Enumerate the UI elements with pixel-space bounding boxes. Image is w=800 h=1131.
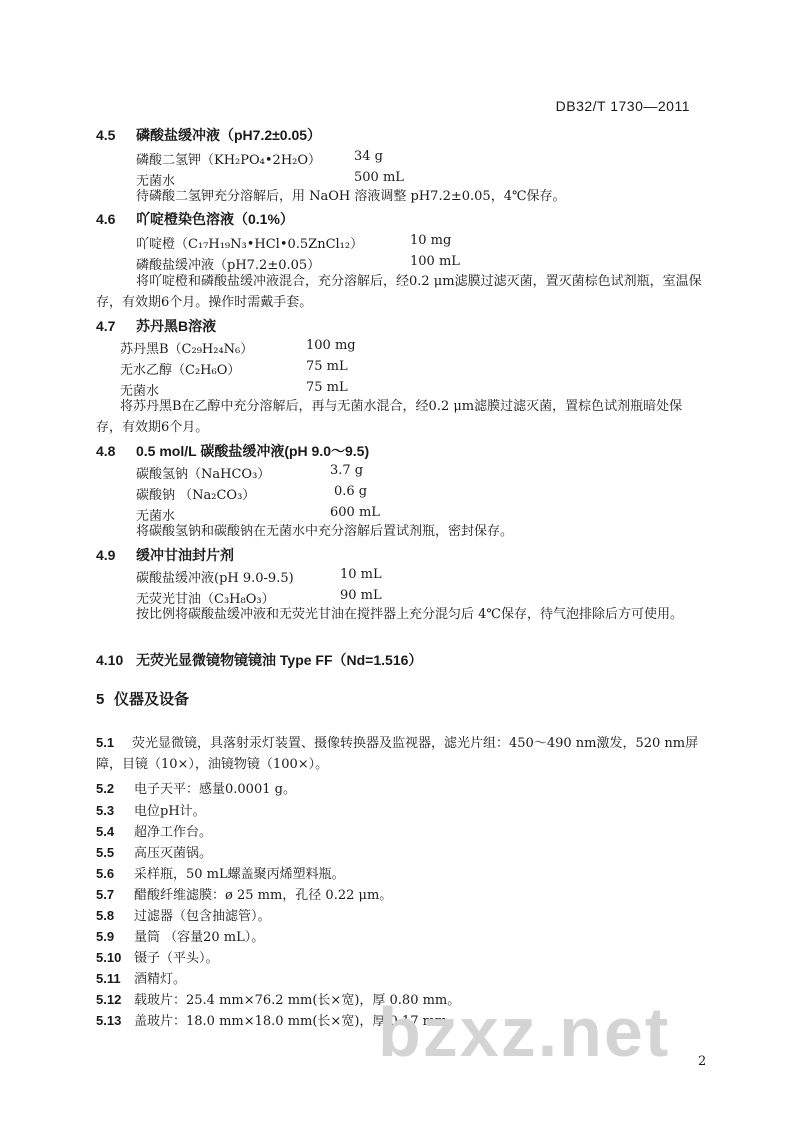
reagent-name: 碳酸盐缓冲液(pH 9.0-9.5) <box>136 571 294 586</box>
section-4-7-heading <box>96 316 216 336</box>
section-title: 吖啶橙染色溶液（0.1%） <box>136 211 294 227</box>
section-note: 按比例将碳酸盐缓冲液和无荧光甘油在搅拌器上充分混匀后 4℃保存，待气泡排除后方可使用。 <box>136 607 683 622</box>
item-text: 镊子（平头）。 <box>134 951 219 966</box>
item-number: 5.5 <box>96 845 115 860</box>
item-text: 载玻片：25.4 mm×76.2 mm(长×宽)，厚 0.80 mm。 <box>134 993 461 1008</box>
reagent-name: 无水乙醇（C₂H₆O） <box>120 363 241 378</box>
reagent-quantity: 34 g <box>354 149 383 164</box>
item-number: 5.6 <box>96 866 115 881</box>
equipment-item <box>96 863 345 882</box>
item-text: 电子天平：感量0.0001 g。 <box>134 782 296 797</box>
reagent-quantity: 10 mg <box>410 233 452 248</box>
item-text: 醋酸纤维滤膜：ø 25 mm，孔径 0.22 μm。 <box>134 888 393 903</box>
reagent-name: 无菌水 <box>136 174 176 189</box>
item-text: 电位pH计。 <box>134 804 206 819</box>
reagent-quantity: 3.7 g <box>330 463 364 478</box>
item-text: 荧光显微镜，具落射汞灯装置、摄像转换器及监视器，滤光片组：450～490 nm激发，520 nm屏障，目镜（10×），油镜物镜（100×）。 <box>96 736 699 772</box>
reagent-name: 苏丹黑B（C₂₉H₂₄N₆） <box>120 342 254 357</box>
section-note: 将碳酸氢钠和碳酸钠在无菌水中充分溶解后置试剂瓶，密封保存。 <box>136 524 514 539</box>
item-number: 5.11 <box>96 971 121 986</box>
reagent-name: 吖啶橙（C₁₇H₁₉N₃•HCl•0.5ZnCl₁₂） <box>136 237 364 252</box>
section-number: 4.6 <box>96 211 116 227</box>
item-number: 5.4 <box>96 824 115 839</box>
item-number: 5.2 <box>96 781 115 796</box>
reagent-quantity: 600 mL <box>330 505 380 520</box>
item-text: 酒精灯。 <box>134 972 187 987</box>
equipment-item <box>96 926 264 945</box>
equipment-item <box>96 905 271 924</box>
section-number: 4.8 <box>96 443 116 459</box>
reagent-quantity: 500 mL <box>354 170 404 185</box>
item-text: 采样瓶，50 mL螺盖聚丙烯塑料瓶。 <box>134 867 345 882</box>
item-text: 高压灭菌锅。 <box>134 846 213 861</box>
section-note: 待磷酸二氢钾充分溶解后，用 NaOH 溶液调整 pH7.2±0.05，4℃保存。 <box>136 189 566 204</box>
section-title: 0.5 mol/L 碳酸盐缓冲液(pH 9.0～9.5) <box>136 443 370 459</box>
reagent-name: 无荧光甘油（C₃H₈O₃） <box>136 592 275 607</box>
reagent-name: 无菌水 <box>136 509 176 524</box>
equipment-item <box>96 947 219 966</box>
section-note: 将吖啶橙和磷酸盐缓冲液混合，充分溶解后，经0.2 μm滤膜过滤灭菌，置灭菌棕色试剂瓶，室温保存，有效期6个月。操作时需戴手套。 <box>96 274 702 310</box>
reagent-quantity: 0.6 g <box>334 484 368 499</box>
reagent-name: 磷酸盐缓冲液（pH7.2±0.05） <box>136 258 321 273</box>
equipment-item <box>96 884 392 903</box>
equipment-item <box>96 821 212 840</box>
item-text: 盖玻片：18.0 mm×18.0 mm(长×宽)，厚 0.17 mm。 <box>134 1014 461 1029</box>
reagent-quantity: 75 mL <box>306 380 348 395</box>
section-number: 4.5 <box>96 127 116 143</box>
section-4-5-heading <box>96 125 321 145</box>
reagent-quantity: 100 mg <box>306 338 356 353</box>
item-number: 5.13 <box>96 1013 122 1028</box>
section-note: 将苏丹黑B在乙醇中充分溶解后，再与无菌水混合，经0.2 μm滤膜过滤灭菌，置棕色试剂瓶暗处保存，有效期6个月。 <box>96 399 683 435</box>
item-number: 5.7 <box>96 887 115 902</box>
item-number: 5.8 <box>96 908 115 923</box>
reagent-quantity: 100 mL <box>410 254 460 269</box>
reagent-quantity: 75 mL <box>306 359 348 374</box>
equipment-item <box>96 800 206 819</box>
item-number: 5.3 <box>96 803 115 818</box>
page-number: 2 <box>698 1054 707 1069</box>
document-code: DB32/T 1730—2011 <box>555 98 690 114</box>
section-4-6-heading <box>96 209 294 229</box>
chapter-5-heading <box>96 688 189 709</box>
item-number: 5.12 <box>96 992 122 1007</box>
section-4-10-heading <box>96 650 422 670</box>
chapter-number: 5 <box>96 691 105 708</box>
section-4-8-heading <box>96 441 369 461</box>
item-number: 5.9 <box>96 929 115 944</box>
section-4-9-heading <box>96 545 234 565</box>
reagent-name: 磷酸二氢钾（KH₂PO₄•2H₂O） <box>136 153 322 168</box>
reagent-quantity: 90 mL <box>340 588 382 603</box>
equipment-item <box>96 778 296 797</box>
section-number: 4.10 <box>96 652 124 668</box>
item-number: 5.10 <box>96 950 122 965</box>
item-number: 5.1 <box>96 735 115 750</box>
equipment-item <box>96 732 712 775</box>
watermark: bzxz.net <box>378 993 671 1071</box>
section-number: 4.7 <box>96 318 116 334</box>
section-title: 无荧光显微镜物镜镜油 Type FF（Nd=1.516） <box>136 652 423 668</box>
item-text: 量筒 （容量20 mL）。 <box>134 930 265 945</box>
section-title: 缓冲甘油封片剂 <box>136 547 234 563</box>
section-title: 苏丹黑B溶液 <box>136 318 217 334</box>
equipment-item <box>96 968 186 987</box>
reagent-name: 碳酸氢钠（NaHCO₃） <box>136 467 271 482</box>
reagent-quantity: 10 mL <box>340 567 382 582</box>
section-number: 4.9 <box>96 547 116 563</box>
reagent-name: 无菌水 <box>120 384 160 399</box>
equipment-item <box>96 842 212 861</box>
item-text: 超净工作台。 <box>134 825 213 840</box>
section-title: 磷酸盐缓冲液（pH7.2±0.05） <box>136 127 322 143</box>
chapter-title: 仪器及设备 <box>114 691 190 708</box>
reagent-name: 碳酸钠 （Na₂CO₃） <box>136 488 256 503</box>
item-text: 过滤器（包含抽滤管）。 <box>134 909 271 924</box>
